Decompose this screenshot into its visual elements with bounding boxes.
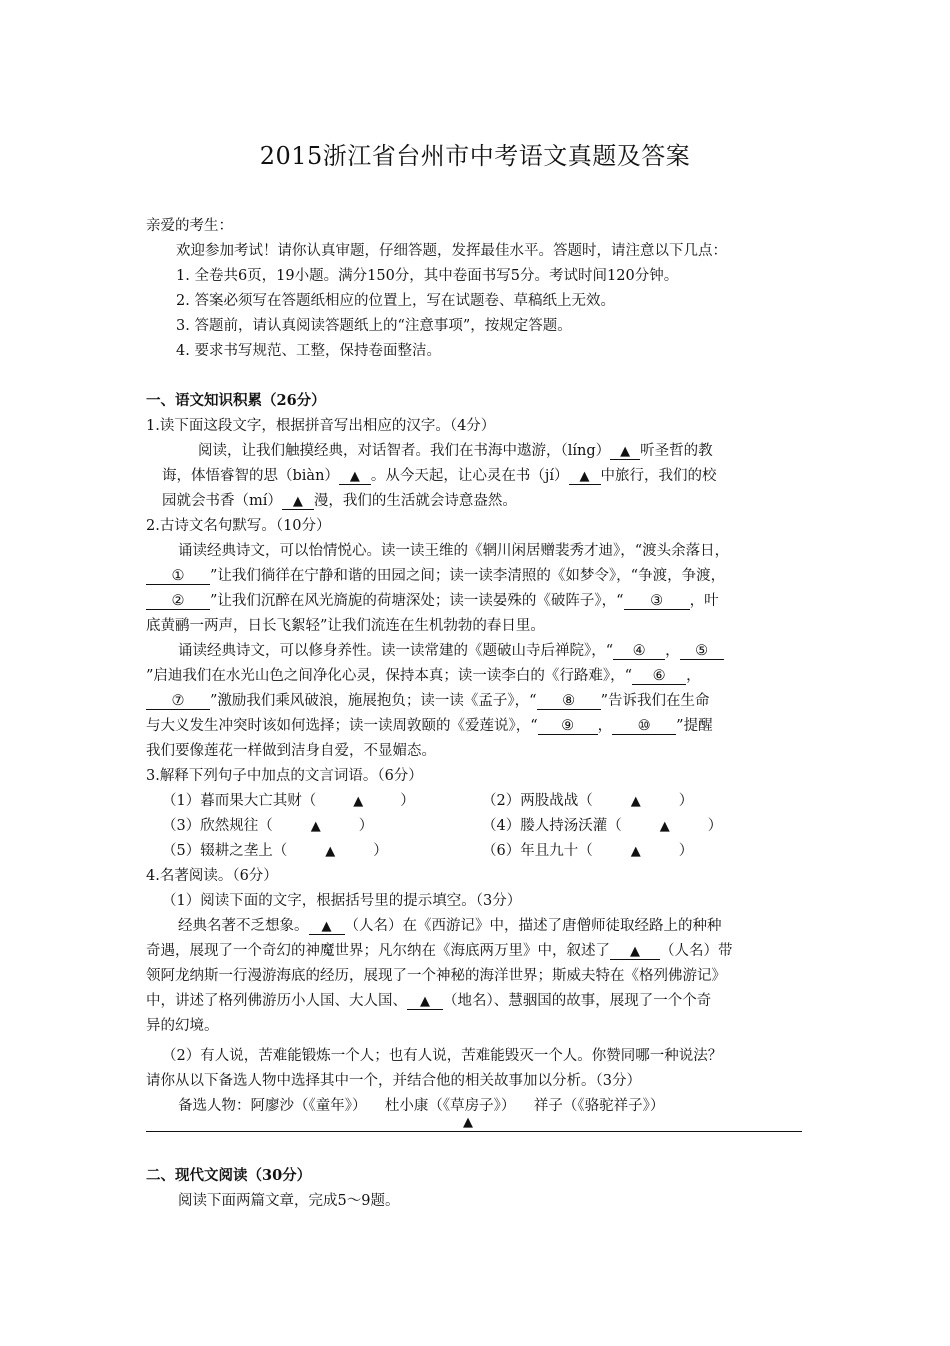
q2-text: 诵读经典诗文，可以怡情悦心。读一读王维的《辋川闲居赠裴秀才迪》，“渡头余落日， (178, 543, 730, 559)
q2-text: 底黄鹂一两声，日长飞絮轻”让我们流连在生机勃勃的春日里。 (146, 618, 545, 634)
note-4: 4. 要求书写规范、工整，保持卷面整洁。 (176, 343, 441, 359)
note-3: 3. 答题前，请认真阅读答题纸上的“注意事项”，按规定答题。 (176, 318, 572, 334)
q3-item-label: （5）辍耕之垄上（ (162, 843, 288, 859)
q2-text: ”让我们沉醉在风光旖旎的荷塘深处；读一读晏殊的《破阵子》，“ (210, 593, 624, 609)
q3-item-label: （6）年且九十（ (482, 843, 593, 859)
q1-text: 漫，我们的生活就会诗意盎然。 (313, 493, 517, 509)
answer-blank[interactable]: ① (146, 569, 210, 585)
q4-sub1: （1）阅读下面的文字，根据括号里的提示填空。（3分） (162, 893, 522, 909)
q3-item (482, 789, 693, 810)
q3-stem: 3.解释下列句子中加点的文言词语。（6分） (146, 768, 423, 784)
q3-item (162, 814, 373, 835)
answer-blank[interactable]: ③ (624, 594, 690, 610)
q2-line (146, 564, 725, 585)
answer-blank[interactable]: ⑨ (538, 719, 598, 735)
q1-line (162, 464, 717, 485)
answer-blank[interactable]: ▲ (630, 794, 641, 809)
q4-line (146, 989, 711, 1010)
q3-item (162, 789, 415, 810)
q2-line (146, 664, 701, 685)
q4-text: 异的幻境。 (146, 1018, 219, 1034)
answer-blank[interactable]: ▲ (630, 844, 641, 859)
q4-line (146, 939, 733, 960)
answer-blank[interactable]: ② (146, 594, 210, 610)
answer-blank[interactable]: ▲ (310, 819, 321, 834)
q2-text: ”提醒 (676, 718, 713, 734)
answer-blank[interactable]: ⑥ (632, 669, 686, 685)
answer-blank[interactable]: ▲ (610, 445, 640, 460)
q3-item-close: ） (678, 793, 694, 809)
q2-line (178, 639, 724, 660)
q3-item (482, 814, 722, 835)
q1-line (162, 489, 517, 510)
q4-sub2: （2）有人说，苦难能锻炼一个人；也有人说，苦难能毁灭一个人。你赞同哪一种说法？ (162, 1048, 723, 1064)
answer-blank[interactable]: ▲ (282, 495, 314, 510)
q2-text: ， (597, 718, 613, 734)
q1-text: 园就会书香（mí） (162, 493, 282, 509)
q1-text: 。从今天起，让心灵在书（jí） (370, 468, 569, 484)
q2-text: ， (665, 643, 680, 659)
answer-blank[interactable]: ⑧ (537, 694, 601, 710)
answer-blank[interactable]: ▲ (407, 995, 443, 1010)
q2-text: 诵读经典诗文，可以修身养性。读一读常建的《题破山寺后禅院》，“ (178, 643, 614, 659)
answer-blank[interactable]: ▲ (353, 794, 364, 809)
greeting: 亲爱的考生： (146, 218, 233, 234)
q2-text: ， (686, 668, 701, 684)
q4-text: （地名）、慧骃国的故事，展现了一个个奇 (443, 993, 712, 1009)
q3-item (162, 839, 388, 860)
q3-item (482, 839, 693, 860)
answer-blank[interactable]: ▲ (339, 470, 371, 485)
q3-item-close: ） (678, 843, 694, 859)
answer-marker[interactable]: ▲ (463, 1115, 473, 1130)
q2-stem: 2.古诗文名句默写。（10分） (146, 518, 331, 534)
q4-text: 经典名著不乏想象。 (178, 918, 309, 934)
answer-blank[interactable]: ▲ (325, 844, 336, 859)
q4-candidates: 备选人物：阿廖沙（《童年》） 杜小康（《草房子》） 祥子（《骆驼祥子》） (178, 1098, 665, 1114)
q1-line (198, 439, 713, 460)
q3-item-label: （2）两股战战（ (482, 793, 593, 809)
q4-stem: 4.名著阅读。（6分） (146, 868, 278, 884)
q1-text: 诲，体悟睿智的思（biàn） (162, 468, 339, 484)
q2-text: ”告诉我们在生命 (600, 693, 710, 709)
answer-blank[interactable]: ⑩ (612, 719, 676, 735)
q3-item-close: ） (400, 793, 415, 809)
q3-item-label: （1）暮而果大亡其财（ (162, 793, 317, 809)
q2-text: ，叶 (689, 593, 719, 609)
section1-heading: 一、语文知识积累（26分） (146, 392, 326, 409)
answer-line (146, 1131, 802, 1132)
intro-text: 欢迎参加考试！请你认真审题，仔细答题，发挥最佳水平。答题时，请注意以下几点： (176, 243, 727, 259)
answer-blank[interactable]: ④ (613, 644, 665, 660)
q3-item-close: ） (358, 818, 374, 834)
q2-line (146, 689, 710, 710)
q3-item-label: （4）媵人持汤沃灌（ (482, 818, 622, 834)
q4-text: 领阿龙纳斯一行漫游海底的经历，展现了一个神秘的海洋世界；斯威夫特在《格列佛游记》 (146, 968, 726, 984)
answer-blank[interactable]: ▲ (309, 920, 345, 935)
q2-text: 与大义发生冲突时该如何选择；读一读周敦颐的《爱莲说》，“ (146, 718, 538, 734)
q1-text: 中旅行，我们的校 (600, 468, 717, 484)
q2-line (146, 714, 713, 735)
answer-blank[interactable]: ⑦ (146, 694, 210, 710)
q3-item-close: ） (373, 843, 388, 859)
q4-text: （人名）在《西游记》中，描述了唐僧师徒取经路上的种种 (344, 918, 722, 934)
q2-text: ”启迪我们在水光山色之间净化心灵，保持本真；读一读李白的《行路难》，“ (146, 668, 633, 684)
q4-text: 奇遇，展现了一个奇幻的神魔世界；凡尔纳在《海底两万里》中，叙述了 (146, 943, 610, 959)
q1-text: 阅读，让我们触摸经典，对话智者。我们在书海中遨游，（líng） (198, 443, 611, 459)
section2-intro: 阅读下面两篇文章，完成5～9题。 (178, 1193, 400, 1209)
q4-sub2-text: 请你从以下备选人物中选择其中一个，并结合他的相关故事加以分析。（3分） (146, 1073, 641, 1089)
q3-item-label: （3）欣然规往（ (162, 818, 273, 834)
q2-line (146, 589, 719, 610)
note-2: 2. 答案必须写在答题纸相应的位置上，写在试题卷、草稿纸上无效。 (176, 293, 615, 309)
q2-text: 我们要像莲花一样做到洁身自爱，不显媚态。 (146, 743, 436, 759)
note-1: 1. 全卷共6页，19小题。满分150分，其中卷面书写5分。考试时间120分钟。 (176, 268, 679, 284)
q1-stem: 1.读下面这段文字，根据拼音写出相应的汉字。（4分） (146, 418, 496, 434)
q4-text: 中，讲述了格列佛游历小人国、大人国、 (146, 993, 407, 1009)
answer-blank[interactable]: ▲ (610, 945, 660, 960)
answer-blank[interactable]: ▲ (659, 819, 670, 834)
q3-item-close: ） (707, 818, 723, 834)
q2-text: ”让我们徜徉在宁静和谐的田园之间；读一读李清照的《如梦令》，“争渡，争渡， (210, 568, 726, 584)
q1-text: 听圣哲的教 (640, 443, 713, 459)
page-title: 2015浙江省台州市中考语文真题及答案 (259, 142, 691, 170)
q4-line (178, 914, 722, 935)
section2-heading: 二、现代文阅读（30分） (146, 1167, 312, 1184)
answer-blank[interactable]: ▲ (569, 470, 601, 485)
answer-blank[interactable]: ⑤ (680, 644, 724, 660)
q4-text: （人名）带 (660, 943, 733, 959)
q2-text: ”激励我们乘风破浪，施展抱负；读一读《孟子》，“ (210, 693, 537, 709)
